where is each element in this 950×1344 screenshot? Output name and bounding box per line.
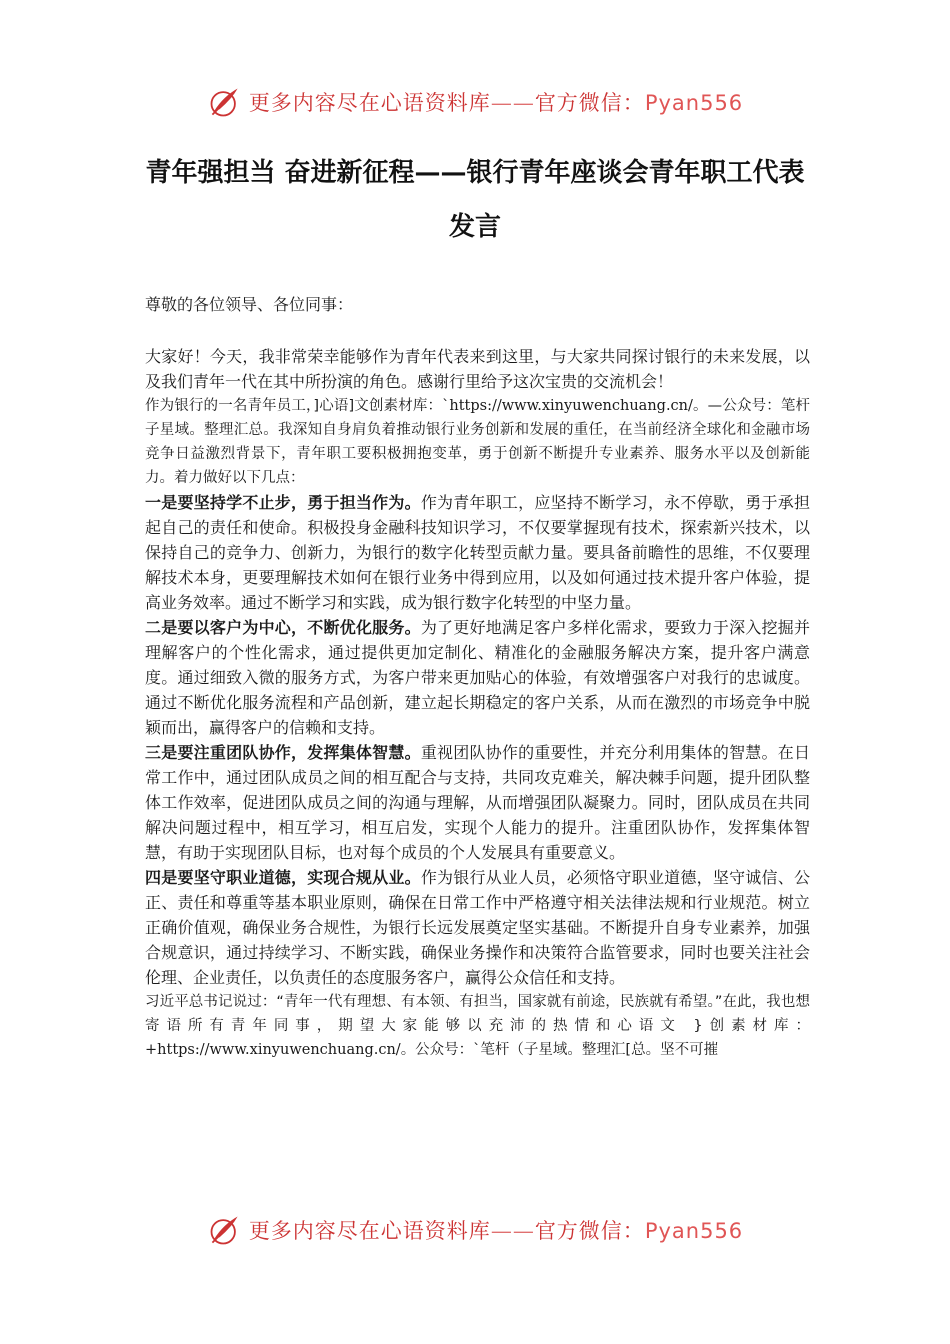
banner-handle: Pyan556 [644,1219,744,1243]
document-body [145,292,810,1062]
point-paragraph [145,740,810,865]
context-paragraph [145,394,810,490]
footer-banner [0,1206,950,1254]
context-url: https://www.xinyuwenchuang.cn/ [449,398,693,414]
point-body: 作为银行从业人员，必须恪守职业道德，坚守诚信、公正、责任和尊重等基本职业原则，确保在日常工作中严格遵守相关法律法规和行业规范。树立正确价值观，确保业务合规性，为银行长远发展奠定坚实基础。不断提升自身专业素养，加强合规意识，通过持续学习、不断实践，确保业务操作和决策符合监管要求，同时也要关注社会伦理、企业责任，以负责任的态度服务客户，赢得公众信任和支持。 [145,868,810,987]
point-body: 为了更好地满足客户多样化需求，要致力于深入挖掘并理解客户的个性化需求，通过提供更加定制化、精准化的金融服务解决方案，提升客户满意度。通过细致入微的服务方式，为客户带来更加贴心的体验，有效增强客户对我行的忠诚度。通过不断优化服务流程和产品创新，建立起长期稳定的客户关系，从而在激烈的市场竞争中脱颖而出，赢得客户的信赖和支持。 [145,618,810,737]
banner-label: 官方微信： [534,91,645,115]
closing-paragraph [145,990,810,1062]
document-title: 青年强担当 奋进新征程——银行青年座谈会青年职工代表发言 [145,158,805,242]
banner-separator: —— [490,1219,535,1243]
banner-main-text: 更多内容尽在心语资料库 [248,91,491,115]
intro-paragraph: 大家好！今天，我非常荣幸能够作为青年代表来到这里，与大家共同探讨银行的未来发展，以及我们青年一代在其中所扮演的角色。感谢行里给予这次宝贵的交流机会！ [145,347,810,391]
point-paragraph [145,490,810,615]
banner-label: 官方微信： [534,1219,645,1243]
closing-url: +https://www.xinyuwenchuang.cn/ [145,1042,401,1058]
quill-logo-icon [207,1212,243,1248]
greeting: 尊敬的各位领导、各位同事： [145,295,354,314]
banner-separator: —— [490,91,535,115]
header-banner [0,78,950,126]
point-lead: 二是要以客户为中心，不断优化服务。 [145,618,421,637]
banner-main-text: 更多内容尽在心语资料库 [248,1219,491,1243]
point-lead: 四是要坚守职业道德，实现合规从业。 [145,868,421,887]
banner-text [249,1215,743,1245]
point-paragraph [145,615,810,740]
context-rest: 。—公众号：笔杆子星域。整理汇总。我深知自身肩负着推动银行业务创新和发展的重任，在当前经济全球化和金融市场竞争日益激烈背景下，青年职工要积极拥抱变革，勇于创新不断提升专业素养、服务水平以及创新能力。着力做好以下几点： [145,398,811,486]
point-lead: 三是要注重团队协作，发挥集体智慧。 [145,743,421,762]
quill-logo-icon [207,84,243,120]
point-body: 作为青年职工，应坚持不断学习，永不停歇，勇于承担起自己的责任和使命。积极投身金融科技知识学习，不仅要掌握现有技术，探索新兴技术，以保持自己的竞争力、创新力，为银行的数字化转型贡献力量。要具备前瞻性的思维，不仅要理解技术本身，更要理解技术如何在银行业务中得到应用，以及如何通过技术提升客户体验，提高业务效率。通过不断学习和实践，成为银行数字化转型的中坚力量。 [145,493,810,612]
context-prefix: 作为银行的一名青年员工，]心语]文创素材库：` [145,398,450,414]
point-body: 重视团队协作的重要性，并充分利用集体的智慧。在日常工作中，通过团队成员之间的相互配合与支持，共同攻克难关，解决棘手问题，提升团队整体工作效率，促进团队成员之间的沟通与理解，从而增强团队凝聚力。同时，团队成员在共同解决问题过程中，相互学习，相互启发，实现个人能力的提升。注重团队协作，发挥集体智慧，有助于实现团队目标，也对每个成员的个人发展具有重要意义。 [145,743,810,862]
point-paragraph [145,865,810,990]
point-lead: 一是要坚持学不止步，勇于担当作为。 [145,493,421,512]
closing-rest: 。公众号：`笔杆（子星域。整理汇[总。坚不可摧 [400,1042,719,1058]
banner-handle: Pyan556 [644,91,744,115]
closing-prefix: 习近平总书记说过：“青年一代有理想、有本领、有担当，国家就有前途，民族就有希望。”在此，我也想寄语所有青年同事，期望大家能够以充沛的热情和心语文 }创素材库： [145,994,810,1034]
banner-text [249,87,743,117]
